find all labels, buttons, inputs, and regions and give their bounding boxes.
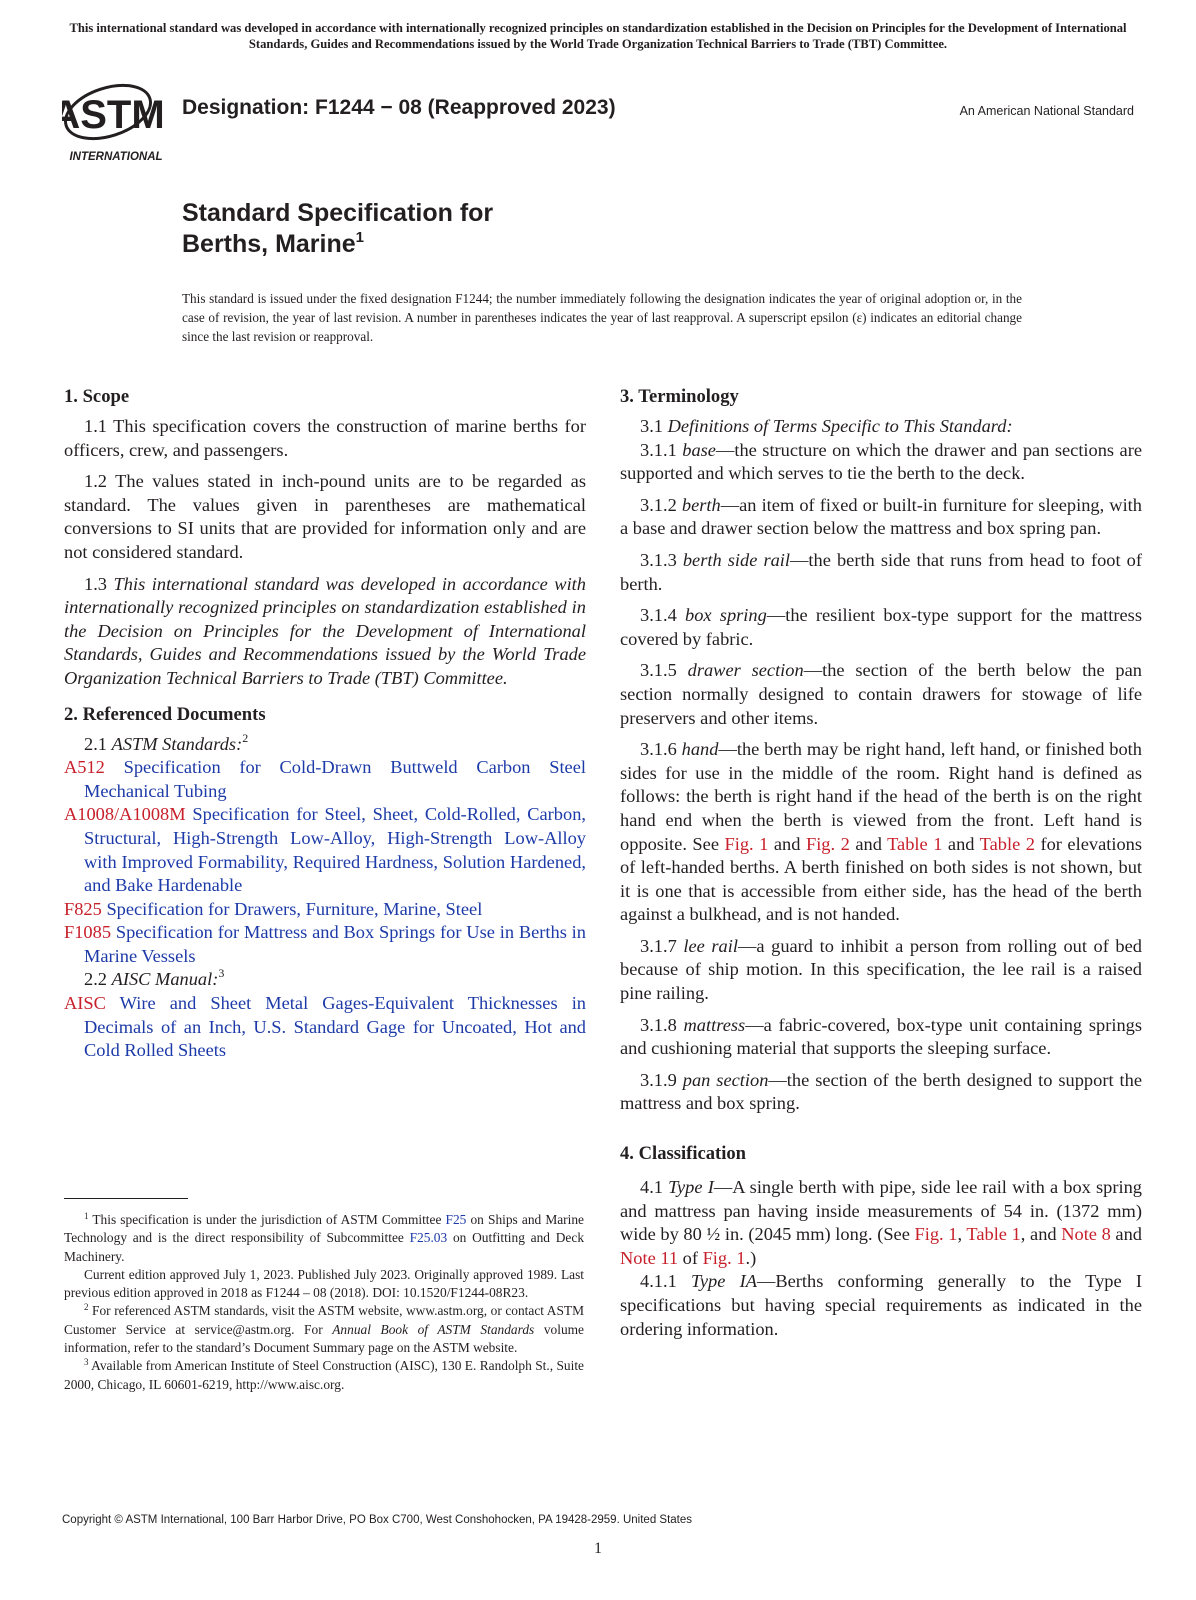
reference-item: [64, 898, 586, 922]
reference-code-link[interactable]: A512: [64, 757, 105, 778]
para-2-2: 2.2 AISC Manual:$^3$: [84, 966, 225, 990]
para-1-3: 1.3 This international standard was developed in accordance with internationally recognized principles on standardization established in the Decision on Principles for the Development of International Standards, Guides and Recommendations issued by the World Trade Organization Technical Barriers to Trade (TBT) Committee.: [64, 573, 586, 688]
definition-item: 3.1.1 base—the structure on which the drawer and pan sections are supported and which serves to tie the berth to the deck.: [620, 439, 1142, 484]
reference-item: [64, 803, 586, 897]
footnote-1-edition: Current edition approved July 1, 2023. Published July 2023. Originally approved 1989. Last previous edition approved in 2018 as F1244 – 08 (2018). DOI: 10.1520/F1244-08R23.: [64, 1266, 584, 1301]
logo-subtext: INTERNATIONAL: [69, 151, 163, 163]
definition-item: 3.1.7 lee rail—a guard to inhibit a person from rolling out of bed because of ship motion. In this specification, the lee rail is a raised pine railing.: [620, 935, 1142, 1004]
link-note-8[interactable]: Note 8: [1061, 1224, 1111, 1245]
astm-reference-list: [64, 756, 586, 968]
definition-term: box spring: [685, 605, 767, 626]
para-1-1: 1.1 This specification covers the construction of marine berths for officers, crew, and passengers.: [64, 416, 586, 460]
document-title: [182, 198, 493, 260]
link-table-1[interactable]: Table 1: [887, 833, 943, 854]
definition-item: 3.1.5 drawer section—the section of the berth below the pan section normally designed to contain drawers for stowage of life preservers and other items.: [620, 660, 1142, 728]
section-scope-heading: 1. Scope: [64, 386, 130, 407]
designation: Designation: F1244 − 08 (Reapproved 2023): [182, 96, 616, 119]
aisc-reference-list: [64, 992, 586, 1063]
footnote-divider: [64, 1198, 188, 1199]
definition-term: drawer section: [687, 660, 804, 681]
right-column: [620, 385, 1142, 1341]
section-classification-heading: 4. Classification: [620, 1143, 747, 1165]
reference-item: [64, 921, 586, 968]
reference-title-link[interactable]: Specification for Cold-Drawn Buttweld Carbon Steel Mechanical Tubing: [84, 757, 586, 801]
reference-item: [64, 756, 586, 803]
reference-title-link[interactable]: Specification for Steel, Sheet, Cold-Rolled, Carbon, Structural, High-Strength Low-Alloy, High-Strength Low-Alloy with Improved Formability, Required Hardness, Solution Hardened, and Bake Hardenable: [84, 804, 586, 896]
definitions-list-2: [620, 935, 1142, 1116]
definitions-list: [620, 439, 1142, 731]
definition-term: lee rail: [683, 935, 738, 956]
top-notice: This international standard was developed in accordance with internationally recognized principles on standardization established in the Decision on Principles for the Development of International Standards, Guides and Recommendations issued by the World Trade Organization Technical Barriers to Trade (TBT) Committee.: [69, 21, 1127, 51]
definition-term: base: [682, 439, 716, 460]
reference-code-link[interactable]: A1008/A1008M: [64, 804, 186, 825]
reference-title-link[interactable]: Specification for Mattress and Box Springs for Use in Berths in Marine Vessels: [84, 922, 586, 966]
link-fig-1[interactable]: Fig. 1: [724, 833, 769, 854]
link-fig-1[interactable]: Fig. 1: [702, 1247, 746, 1268]
definition-item: 3.1.2 berth—an item of fixed or built-in furniture for sleeping, with a base and drawer section below the mattress and box spring pan.: [620, 494, 1142, 539]
reference-title-link[interactable]: Wire and Sheet Metal Gages-Equivalent Thicknesses in Decimals of an Inch, U.S. Standard Gage for Uncoated, Hot and Cold Rolled Sheets: [84, 993, 587, 1061]
footnotes: [64, 1211, 584, 1394]
reference-item: [64, 992, 586, 1063]
definition-hand: 3.1.6 hand—the berth may be right hand, left hand, or finished both sides for use in the middle of the room. Right hand is defined as follows: the berth is right hand if the head of the berth is on the right hand end when the berth is viewed from the front. Left hand is opposite. See Fig. 1 and Fig. 2 and Table 1 and Table 2 for elevations of left-handed berths. A berth finished on both sides is not shown, but it is one that is accessible from either side, has the head of the berth against a bulkhead, and is not handed.: [620, 739, 1142, 925]
para-3-1: 3.1 Definitions of Terms Specific to This Standard:: [640, 416, 1013, 436]
link-subcommittee-f25-03[interactable]: F25.03: [409, 1230, 448, 1246]
link-note-11[interactable]: Note 11: [620, 1247, 679, 1268]
reference-title-link[interactable]: Specification for Drawers, Furniture, Marine, Steel: [106, 898, 483, 919]
definition-item: 3.1.8 mattress—a fabric-covered, box-type unit containing springs and cushioning material that supports the sleeping surface.: [620, 1014, 1142, 1059]
title-footnote-mark[interactable]: 1: [355, 229, 365, 246]
issue-note: This standard is issued under the fixed designation F1244; the number immediately following the designation indicates the year of original adoption or, in the case of revision, the year of last revision. A number in parentheses indicates the year of last reapproval. A superscript epsilon (ε) indicates an editorial change since the last revision or reapproval.: [182, 291, 1022, 344]
astm-logo: [62, 70, 170, 166]
reference-code-link[interactable]: F1085: [64, 922, 112, 943]
definition-item: 3.1.9 pan section—the section of the berth designed to support the mattress and box spring.: [620, 1069, 1142, 1114]
section-terminology-heading: 3. Terminology: [620, 386, 739, 407]
title-line-1: Standard Specification for: [182, 199, 494, 227]
page-number: 1: [594, 1540, 602, 1557]
title-line-2: Berths, Marine$^1$: [182, 229, 365, 258]
definition-term: berth: [681, 494, 721, 515]
definition-term: berth side rail: [682, 549, 791, 570]
reference-code-link[interactable]: F825: [64, 898, 102, 919]
link-table-2[interactable]: Table 2: [979, 833, 1035, 854]
para-4-1: 4.1 Type I—A single berth with pipe, side lee rail with a box spring and mattress pan having inside measurements of 54 in. (1372 mm) wide by 80 ½ in. (2045 mm) long. (See Fig. 1, Table 1, and Note 8 and Note 11 of Fig. 1.): [620, 1177, 1142, 1268]
definition-item: 3.1.4 box spring—the resilient box-type support for the mattress covered by fabric.: [620, 605, 1142, 649]
para-1-2: 1.2 The values stated in inch-pound units are to be regarded as standard. The values given in parentheses are mathematical conversions to SI units that are provided for information only and are not considered standard.: [64, 471, 586, 562]
copyright: Copyright © ASTM International, 100 Barr Harbor Drive, PO Box C700, West Conshohocken, PA 19428-2959. United States: [62, 1514, 693, 1526]
astm-logo-icon: [62, 70, 170, 166]
para-2-1: 2.1 ASTM Standards:$^2$: [84, 730, 249, 754]
american-national-standard: An American National Standard: [959, 104, 1134, 118]
definition-item: 3.1.3 berth side rail—the berth side that runs from head to foot of berth.: [620, 549, 1142, 594]
link-committee-f25[interactable]: F25: [445, 1212, 467, 1227]
definition-term: mattress: [683, 1014, 746, 1035]
left-column: [64, 385, 586, 1063]
link-fig-1[interactable]: Fig. 1: [914, 1224, 958, 1245]
link-table-1[interactable]: Table 1: [966, 1224, 1021, 1245]
reference-code-link[interactable]: AISC: [64, 993, 106, 1014]
footnote-2: $^2$ For referenced ASTM standards, visit the ASTM website, www.astm.org, or contact ASTM Customer Service at service@astm.org. For Annual Book of ASTM Standards volume information, refer to the standard’s Document Summary page on the ASTM website.: [64, 1302, 584, 1356]
para-4-1-1: 4.1.1 Type IA—Berths conforming generally to the Type I specifications but having special requirements as indicated in the ordering information.: [620, 1271, 1142, 1339]
section-referenced-heading: 2. Referenced Documents: [64, 703, 266, 725]
footnote-1: $^1$ This specification is under the jurisdiction of ASTM Committee F25 on Ships and Marine Technology and is the direct responsibility of Subcommittee F25.03 on Outfitting and Deck Machinery.: [64, 1211, 585, 1264]
footnote-3: $^3$ Available from American Institute of Steel Construction (AISC), 130 E. Randolph St., Suite 2000, Chicago, IL 60601-6219, http://www.aisc.org.: [64, 1357, 584, 1392]
definition-term: pan section: [682, 1069, 769, 1090]
logo-text: ASTM: [62, 93, 165, 137]
link-fig-2[interactable]: Fig. 2: [805, 833, 850, 854]
